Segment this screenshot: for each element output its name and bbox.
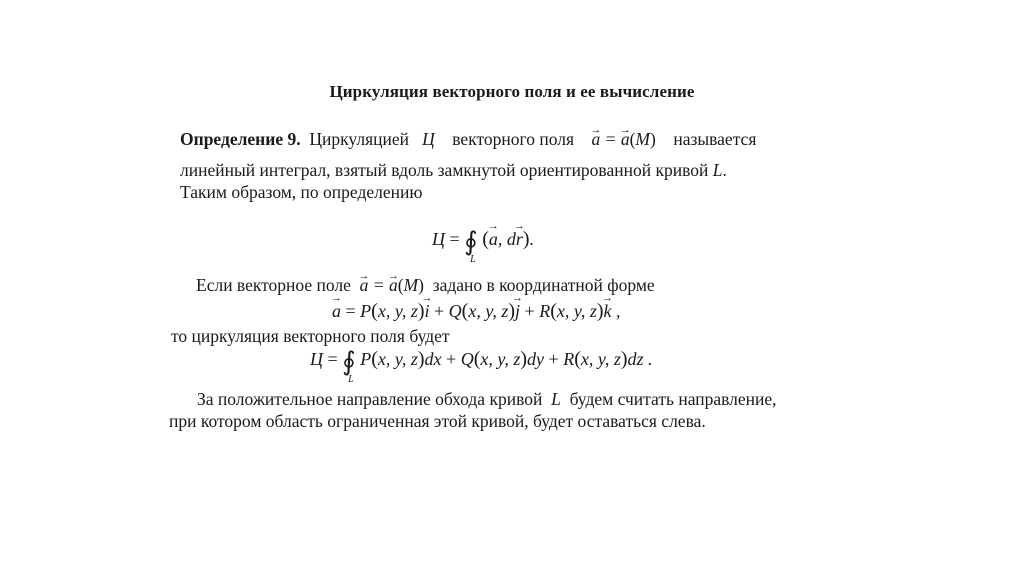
curve-symbol-2: L — [551, 389, 561, 409]
field-formula-inline: → a = → a(M) — [360, 275, 424, 295]
paragraph-4-after: будем считать направление, — [569, 389, 777, 409]
formula-3-sub: L — [348, 374, 354, 385]
curve-symbol: L — [712, 160, 723, 180]
paragraph-4-line-2: при котором область ограниченная этой кривой, будет оставаться слева. — [169, 411, 706, 431]
formula-circulation: Ц = ∮ L (→ a, d→ r). — [432, 228, 534, 255]
formula-1-sub: L — [470, 254, 476, 265]
formula-1-lhs: Ц — [432, 229, 445, 249]
contour-integral-icon: ∮ L — [342, 347, 356, 385]
circulation-symbol: Ц — [422, 129, 435, 149]
definition-line-2: линейный интеграл, взятый вдоль замкнутой ориентированной кривой L. — [180, 160, 727, 180]
contour-integral-icon: ∮ L — [464, 227, 478, 265]
formula-coordinate-form: → a = P(x, y, z)→ i + Q(x, y, z)→ j + R(x, y, z)→ k , — [332, 300, 621, 323]
formula-circulation-coordinates: Ц = ∮ L P(x, y, z)dx + Q(x, y, z)dy + R(x, y, z)dz . — [310, 347, 653, 385]
paragraph-2-before: Если векторное поле — [196, 275, 351, 295]
formula-3-lhs: Ц — [310, 349, 323, 369]
page-title: Циркуляция векторного поля и ее вычисление — [329, 82, 695, 101]
definition-line-1 — [180, 128, 756, 150]
definition-line-2-text: линейный интеграл, взятый вдоль замкнутой ориентированной кривой — [180, 160, 709, 180]
paragraph-2-after: задано в координатной форме — [432, 275, 655, 295]
paragraph-4-line-1 — [197, 388, 777, 410]
definition-text-3: называется — [673, 129, 757, 149]
definition-line-3: Таким образом, по определению — [180, 182, 423, 202]
field-definition-formula: → a = → a(M) — [592, 129, 656, 149]
paragraph-4-before: За положительное направление обхода кривой — [197, 389, 543, 409]
definition-text-2: векторного поля — [452, 129, 575, 149]
paragraph-3: то циркуляция векторного поля будет — [171, 326, 450, 346]
definition-label: Определение 9. — [180, 129, 301, 149]
definition-text-1: Циркуляцией — [309, 129, 409, 149]
